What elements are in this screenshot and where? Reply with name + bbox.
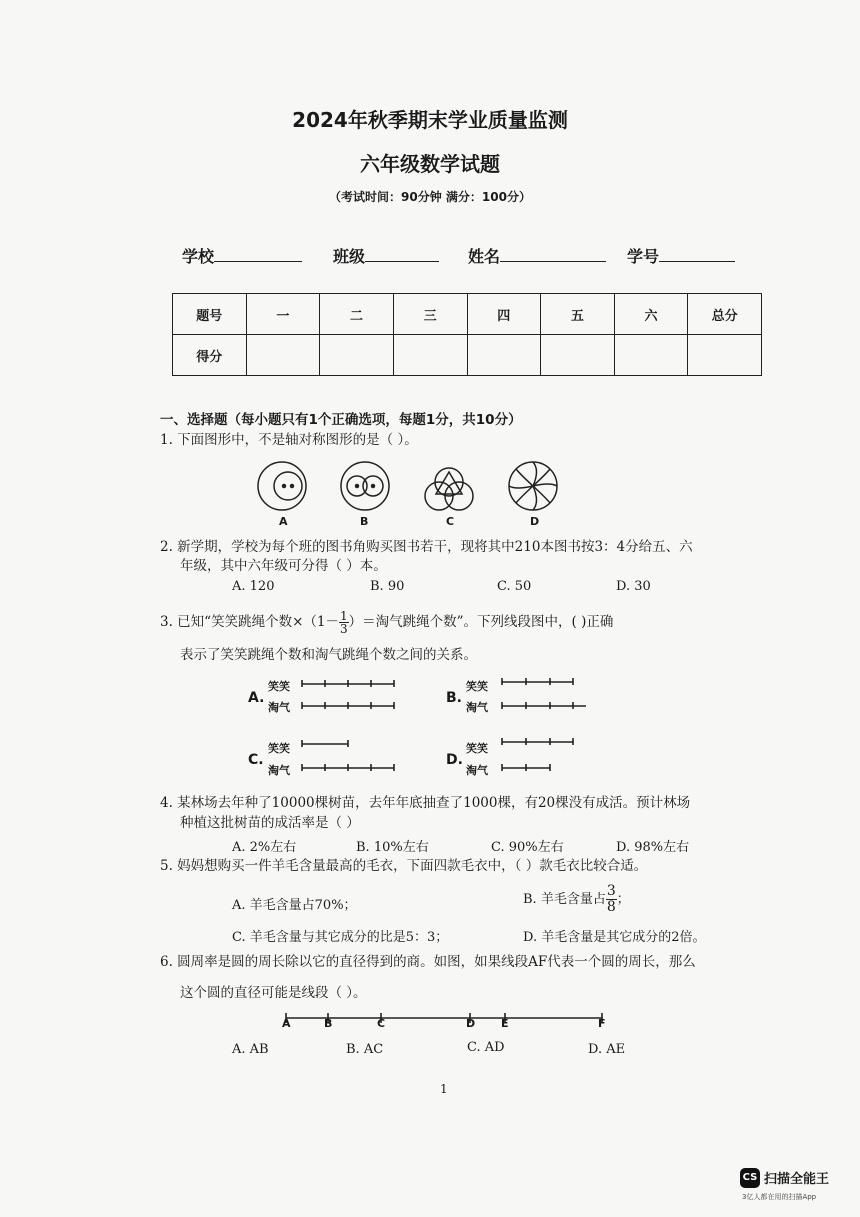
score-cell xyxy=(541,335,615,376)
q5-option-d: D. 羊毛含量是其它成分的2倍。 xyxy=(523,930,706,945)
q5-option-b-text: B. 羊毛含量占 xyxy=(523,892,606,907)
q2-option-a: A. 120 xyxy=(232,579,275,594)
question-3-line1 xyxy=(160,610,613,635)
question-2-line2: 年级，其中六年级可分得（ ）本。 xyxy=(180,558,387,574)
q3-d-segments xyxy=(502,738,573,771)
q4-option-b: B. 10%左右 xyxy=(356,840,429,855)
score-cell xyxy=(393,335,467,376)
scanner-app-name: 扫描全能王 xyxy=(764,1172,830,1187)
q6-option-a: A. AB xyxy=(232,1042,269,1057)
q3-segment-diagrams xyxy=(296,674,586,778)
score-header-cell: 总分 xyxy=(688,294,762,335)
figure-d xyxy=(509,462,557,510)
q2-option-d: D. 30 xyxy=(616,579,651,594)
q4-option-d: D. 98%左右 xyxy=(616,840,690,855)
q3-option-b: B. xyxy=(446,690,462,706)
q5-option-b-suffix: ； xyxy=(616,892,630,907)
q2-option-b: B. 90 xyxy=(370,579,405,594)
q3-text-part2: ）＝淘气跳绳个数”。下列线段图中，( )正确 xyxy=(348,614,614,630)
point-d: D xyxy=(466,1017,476,1030)
question-1: 1. 下面图形中，不是轴对称图形的是（ ）。 xyxy=(160,432,418,448)
question-6-line1: 6. 圆周率是圆的周长除以它的直径得到的商。如图，如果线段AF代表一个圆的周长，那么 xyxy=(160,954,696,970)
q6-option-b: B. AC xyxy=(346,1042,384,1057)
q4-option-a: A. 2%左右 xyxy=(232,840,297,855)
q2-option-c: C. 50 xyxy=(497,579,532,594)
q3-fraction xyxy=(339,610,349,635)
exam-subtitle: 六年级数学试题 xyxy=(360,152,500,176)
question-4-line1: 4. 某林场去年种了10000棵树苗，去年年底抽查了1000棵，有20棵没有成活。预计林场 xyxy=(160,795,691,811)
score-header-cell: 一 xyxy=(246,294,320,335)
figure-d-label: D xyxy=(530,515,540,528)
school-field: 学校 xyxy=(182,244,302,267)
class-field: 班级 xyxy=(333,244,439,267)
q3-frac-numerator: 1 xyxy=(339,609,348,623)
q3-a-name-1: 笑笑 xyxy=(268,680,290,693)
question-6-line2: 这个圆的直径可能是线段（ ）。 xyxy=(180,985,367,1001)
point-f: F xyxy=(598,1017,606,1030)
q5-frac-denominator: 8 xyxy=(606,899,616,915)
q3-a-name-2: 淘气 xyxy=(268,701,290,714)
exam-info: （考试时间：90分钟 满分：100分） xyxy=(329,190,531,204)
q5-option-a: A. 羊毛含量占70%； xyxy=(232,898,357,913)
score-cell xyxy=(614,335,688,376)
figure-b-label: B xyxy=(360,515,369,528)
point-b: B xyxy=(324,1017,333,1030)
score-row-label: 得分 xyxy=(173,335,247,376)
q5-option-b xyxy=(523,884,630,915)
point-e: E xyxy=(501,1017,509,1030)
score-header-cell: 题号 xyxy=(173,294,247,335)
q5-frac-numerator: 3 xyxy=(606,883,616,899)
figure-c-label: C xyxy=(446,515,455,528)
q3-option-a: A. xyxy=(248,690,265,706)
score-header-cell: 五 xyxy=(541,294,615,335)
scanner-logo-icon: CS xyxy=(740,1168,760,1188)
point-a: A xyxy=(282,1017,291,1030)
question-2-line1: 2. 新学期，学校为每个班的图书角购买图书若干，现将其中210本图书按3：4分给五、六 xyxy=(160,539,693,555)
student-id-field: 学号 xyxy=(627,244,735,267)
figure-a-label: A xyxy=(279,515,288,528)
score-header-cell: 六 xyxy=(614,294,688,335)
q3-d-name-1: 笑笑 xyxy=(466,742,488,755)
section-title: 一、选择题（每小题只有1个正确选项，每题1分，共10分） xyxy=(160,412,522,428)
q6-option-c: C. AD xyxy=(467,1040,505,1055)
q5-option-b-fraction xyxy=(606,884,617,915)
score-cell xyxy=(320,335,394,376)
figure-c xyxy=(425,468,473,510)
exam-title: 2024年秋季期末学业质量监测 xyxy=(292,108,568,132)
q1-figures xyxy=(240,452,580,532)
score-table xyxy=(172,293,762,376)
scanner-tagline: 3亿人都在用的扫描App xyxy=(742,1193,817,1201)
score-table-score-row xyxy=(173,335,762,376)
score-cell xyxy=(246,335,320,376)
figure-a xyxy=(258,462,306,510)
q3-c-name-2: 淘气 xyxy=(268,764,290,777)
q4-option-c: C. 90%左右 xyxy=(491,840,564,855)
q3-d-name-2: 淘气 xyxy=(466,764,488,777)
q3-c-name-1: 笑笑 xyxy=(268,742,290,755)
question-4-line2: 种植这批树苗的成活率是（ ） xyxy=(180,815,360,831)
q3-frac-denominator: 3 xyxy=(339,622,348,636)
score-table-header-row xyxy=(173,294,762,335)
score-header-cell: 四 xyxy=(467,294,541,335)
q3-c-segments xyxy=(302,740,394,771)
question-5-line1: 5. 妈妈想购买一件羊毛含量最高的毛衣，下面四款毛衣中，（ ）款毛衣比较合适。 xyxy=(160,858,648,874)
q3-b-segments xyxy=(502,678,586,709)
q5-option-c: C. 羊毛含量与其它成分的比是5：3； xyxy=(232,930,449,945)
q3-text-part1: 3. 已知“笑笑跳绳个数×（1－ xyxy=(160,614,339,630)
question-3-line2: 表示了笑笑跳绳个数和淘气跳绳个数之间的关系。 xyxy=(180,647,477,663)
figure-b xyxy=(341,462,389,510)
point-c: C xyxy=(377,1017,386,1030)
name-field: 姓名 xyxy=(468,244,606,267)
score-header-cell: 二 xyxy=(320,294,394,335)
q3-option-c: C. xyxy=(248,752,264,768)
q3-b-name-2: 淘气 xyxy=(466,701,488,714)
score-header-cell: 三 xyxy=(393,294,467,335)
q6-option-d: D. AE xyxy=(588,1042,626,1057)
score-cell xyxy=(688,335,762,376)
q3-a-segments xyxy=(302,680,394,709)
score-cell xyxy=(467,335,541,376)
q3-b-name-1: 笑笑 xyxy=(466,680,488,693)
q3-option-d: D. xyxy=(446,752,463,768)
page-number: 1 xyxy=(440,1082,448,1096)
